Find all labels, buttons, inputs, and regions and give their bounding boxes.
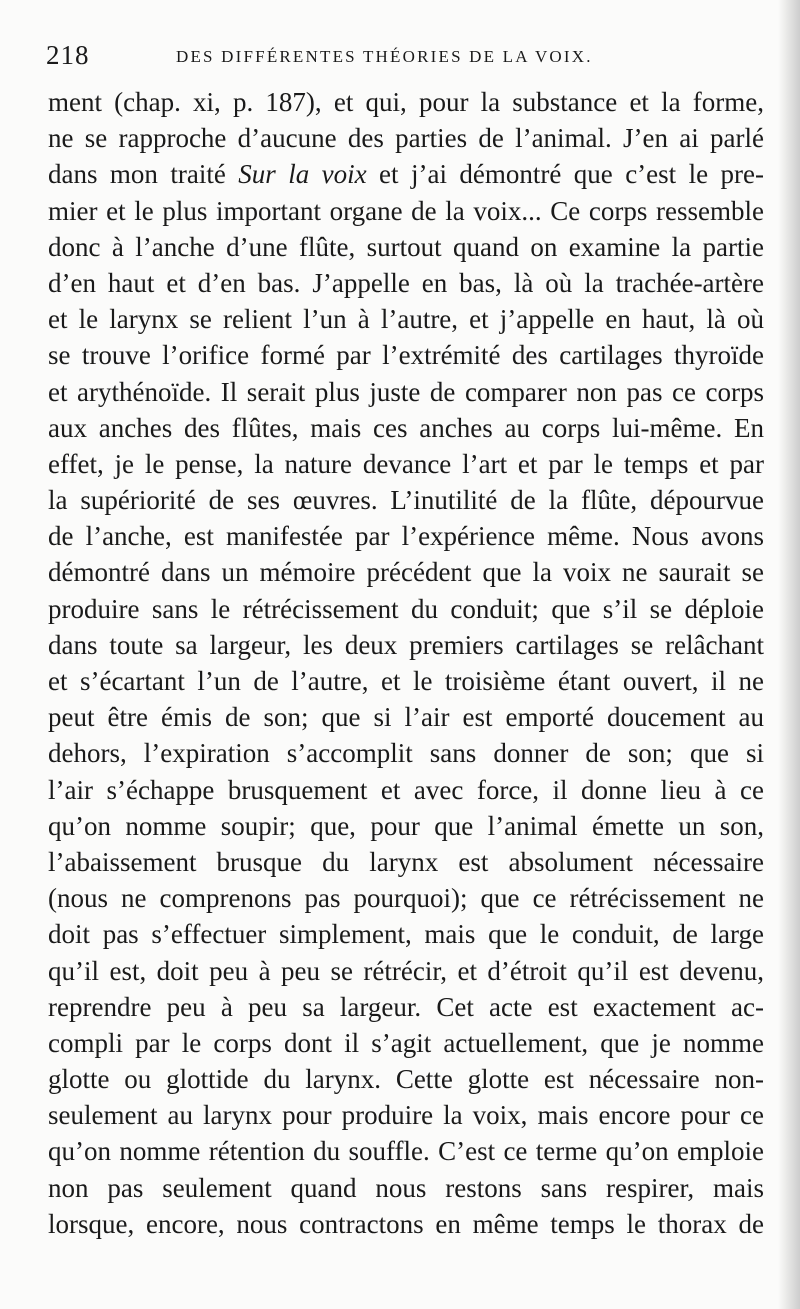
- text-line: reprendre peu à peu sa largeur. Cet acte est exactement ac-: [48, 991, 764, 1022]
- text-line: effet, je le pense, la nature devance l’art et par le temps et par: [48, 448, 764, 479]
- text-line: peut être émis de son; que si l’air est emporté doucement au: [48, 702, 764, 733]
- italic-title: Sur la voix: [238, 159, 367, 190]
- text-line: lorsque, encore, nous contractons en même temps le thorax de: [48, 1208, 764, 1239]
- text-line: la supériorité de ses œuvres. L’inutilité de la flûte, dépourvue: [48, 485, 764, 516]
- text-line: compli par le corps dont il s’agit actuellement, que je nomme: [48, 1027, 764, 1058]
- text-line: doit pas s’effectuer simplement, mais que le conduit, de large: [48, 919, 764, 950]
- text-line-segment: dans mon traité: [48, 159, 239, 190]
- text-line: ne se rapproche d’aucune des parties de l’animal. J’en ai parlé: [48, 123, 764, 154]
- body-text: [48, 84, 764, 1242]
- text-line: seulement au larynx pour produire la voix, mais encore pour ce: [48, 1100, 764, 1131]
- text-line: l’abaissement brusque du larynx est absolument nécessaire: [48, 846, 764, 877]
- text-line: ment (chap. xi, p. 187), et qui, pour la substance et la forme,: [48, 87, 764, 117]
- text-line: et arythénoïde. Il serait plus juste de comparer non pas ce corps: [48, 376, 764, 407]
- text-line: d’en haut et d’en bas. J’appelle en bas, là où la trachée-artère: [48, 267, 764, 298]
- text-line: se trouve l’orifice formé par l’extrémité des cartilages thyroïde: [48, 340, 764, 371]
- text-line-with-italic: [48, 156, 764, 192]
- text-line: de l’anche, est manifestée par l’expérience même. Nous avons: [48, 521, 764, 552]
- text-line: et le larynx se relient l’un à l’autre, et j’appelle en haut, là où: [48, 304, 764, 335]
- page-header: [46, 40, 766, 80]
- text-line: l’air s’échappe brusquement et avec force, il donne lieu à ce: [48, 774, 764, 805]
- running-head: DES DIFFÉRENTES THÉORIES DE LA VOIX.: [176, 47, 593, 66]
- text-line: non pas seulement quand nous restons sans respirer, mais: [48, 1172, 764, 1203]
- page-edge-shadow: [778, 0, 800, 1309]
- text-line: donc à l’anche d’une flûte, surtout quand on examine la partie: [48, 231, 764, 262]
- text-line: qu’il est, doit peu à peu se rétrécir, et d’étroit qu’il est devenu,: [48, 955, 764, 986]
- page-number: 218: [46, 40, 90, 70]
- text-line: (nous ne comprenons pas pourquoi); que ce rétrécissement ne: [48, 883, 764, 914]
- text-line-segment: et j’ai démontré que c’est le pre-: [366, 159, 764, 190]
- text-line: produire sans le rétrécissement du conduit; que s’il se déploie: [48, 593, 764, 624]
- text-line: glotte ou glottide du larynx. Cette glotte est nécessaire non-: [48, 1064, 764, 1095]
- text-line: qu’on nomme rétention du souffle. C’est ce terme qu’on emploie: [48, 1136, 764, 1167]
- text-line: et s’écartant l’un de l’autre, et le troisième étant ouvert, il ne: [48, 666, 764, 696]
- text-line: dans toute sa largeur, les deux premiers cartilages se relâchant: [48, 629, 764, 660]
- text-line: démontré dans un mémoire précédent que la voix ne saurait se: [48, 557, 764, 588]
- text-line: qu’on nomme soupir; que, pour que l’animal émette un son,: [48, 810, 764, 841]
- text-line: aux anches des flûtes, mais ces anches au corps lui-même. En: [48, 412, 764, 443]
- text-line: mier et le plus important organe de la voix... Ce corps ressemble: [48, 195, 764, 226]
- text-line: dehors, l’expiration s’accomplit sans donner de son; que si: [48, 738, 764, 769]
